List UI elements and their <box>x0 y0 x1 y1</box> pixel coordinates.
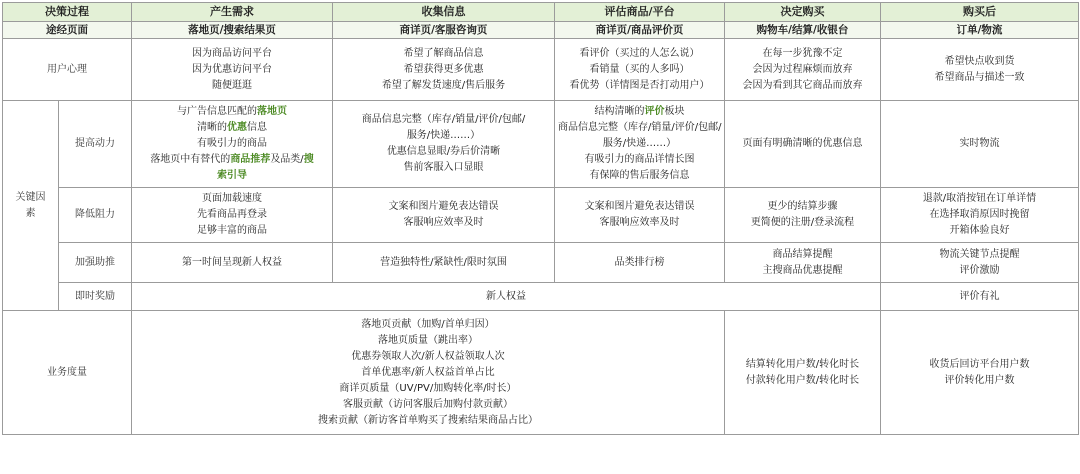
header-row-stages <box>3 3 1079 22</box>
header-stage-after: 购买后 <box>881 3 1079 22</box>
psych-after: 希望快点收到货 希望商品与描述一致 <box>881 39 1079 101</box>
header-pages-label: 途经页面 <box>3 22 132 39</box>
header-stage-collect: 收集信息 <box>333 3 555 22</box>
reduce-decide: 更少的结算步骤 更简便的注册/登录流程 <box>725 188 881 243</box>
reward-span: 新人权益 <box>132 283 881 311</box>
row-user-psychology <box>3 39 1079 101</box>
label-reduce-friction: 降低阻力 <box>59 188 132 243</box>
pages-decide: 购物车/结算/收银台 <box>725 22 881 39</box>
reduce-need: 页面加载速度 先看商品再登录 足够丰富的商品 <box>132 188 333 243</box>
row-boost-motivation <box>3 101 1079 188</box>
pages-after: 订单/物流 <box>881 22 1079 39</box>
assist-need: 第一时间呈现新人权益 <box>132 243 333 283</box>
header-row-pages <box>3 22 1079 39</box>
pages-evaluate: 商详页/商品评价页 <box>555 22 725 39</box>
boost-decide: 页面有明确清晰的优惠信息 <box>725 101 881 188</box>
label-instant-reward: 即时奖励 <box>59 283 132 311</box>
assist-evaluate: 品类排行榜 <box>555 243 725 283</box>
pages-need: 落地页/搜索结果页 <box>132 22 333 39</box>
boost-after: 实时物流 <box>881 101 1079 188</box>
psych-evaluate: 看评价（买过的人怎么说） 看销量（买的人多吗） 看优势（详情图是否打动用户） <box>555 39 725 101</box>
decision-process-table <box>2 2 1079 435</box>
label-business-metrics: 业务度量 <box>3 311 132 435</box>
reduce-collect: 文案和图片避免表达错误 客服响应效率及时 <box>333 188 555 243</box>
assist-decide: 商品结算提醒 主搜商品优惠提醒 <box>725 243 881 283</box>
pages-collect: 商详页/客服咨询页 <box>333 22 555 39</box>
row-business-metrics <box>3 311 1079 435</box>
assist-after: 物流关键节点提醒 评价激励 <box>881 243 1079 283</box>
boost-collect: 商品信息完整（库存/销量/评价/包邮/ 服务/快递……） 优惠信息显眼/券后价清晰 售前客服入口显眼 <box>333 101 555 188</box>
psych-collect: 希望了解商品信息 希望获得更多优惠 希望了解发货速度/售后服务 <box>333 39 555 101</box>
metrics-decide: 结算转化用户数/转化时长 付款转化用户数/转化时长 <box>725 311 881 435</box>
header-stage-need: 产生需求 <box>132 3 333 22</box>
label-key-factors: 关键因素 <box>3 101 59 311</box>
label-user-psychology: 用户心理 <box>3 39 132 101</box>
metrics-main: 落地页贡献（加购/首单归因） 落地页质量（跳出率） 优惠券领取人次/新人权益领取人次 首单优惠率/新人权益首单占比 商详页质量（UV/PV/加购转化率/时长） 客服贡献（访问客服后加购付款贡献） 搜索贡献（新访客首单购买了搜索结果商品占比） <box>132 311 725 435</box>
row-strengthen-nudge <box>3 243 1079 283</box>
label-strengthen-nudge: 加强助推 <box>59 243 132 283</box>
reduce-after: 退款/取消按钮在订单详情 在选择取消原因时挽留 开箱体验良好 <box>881 188 1079 243</box>
header-stage-decide: 决定购买 <box>725 3 881 22</box>
reduce-evaluate: 文案和图片避免表达错误 客服响应效率及时 <box>555 188 725 243</box>
label-boost-motivation: 提高动力 <box>59 101 132 188</box>
row-instant-reward <box>3 283 1079 311</box>
boost-evaluate: 结构清晰的评价板块 商品信息完整（库存/销量/评价/包邮/ 服务/快递……） 有吸引力的商品详情长图 有保障的售后服务信息 <box>555 101 725 188</box>
header-decision-process: 决策过程 <box>3 3 132 22</box>
row-reduce-friction <box>3 188 1079 243</box>
metrics-after: 收货后回访平台用户数 评价转化用户数 <box>881 311 1079 435</box>
psych-need: 因为商品访问平台 因为优惠访问平台 随便逛逛 <box>132 39 333 101</box>
reward-after: 评价有礼 <box>881 283 1079 311</box>
header-stage-evaluate: 评估商品/平台 <box>555 3 725 22</box>
boost-need: 与广告信息匹配的落地页 清晰的优惠信息 有吸引力的商品 落地页中有替代的商品推荐及品类/搜 索引导 <box>132 101 333 188</box>
assist-collect: 营造独特性/紧缺性/限时氛围 <box>333 243 555 283</box>
psych-decide: 在每一步犹豫不定 会因为过程麻烦而放弃 会因为看到其它商品而放弃 <box>725 39 881 101</box>
